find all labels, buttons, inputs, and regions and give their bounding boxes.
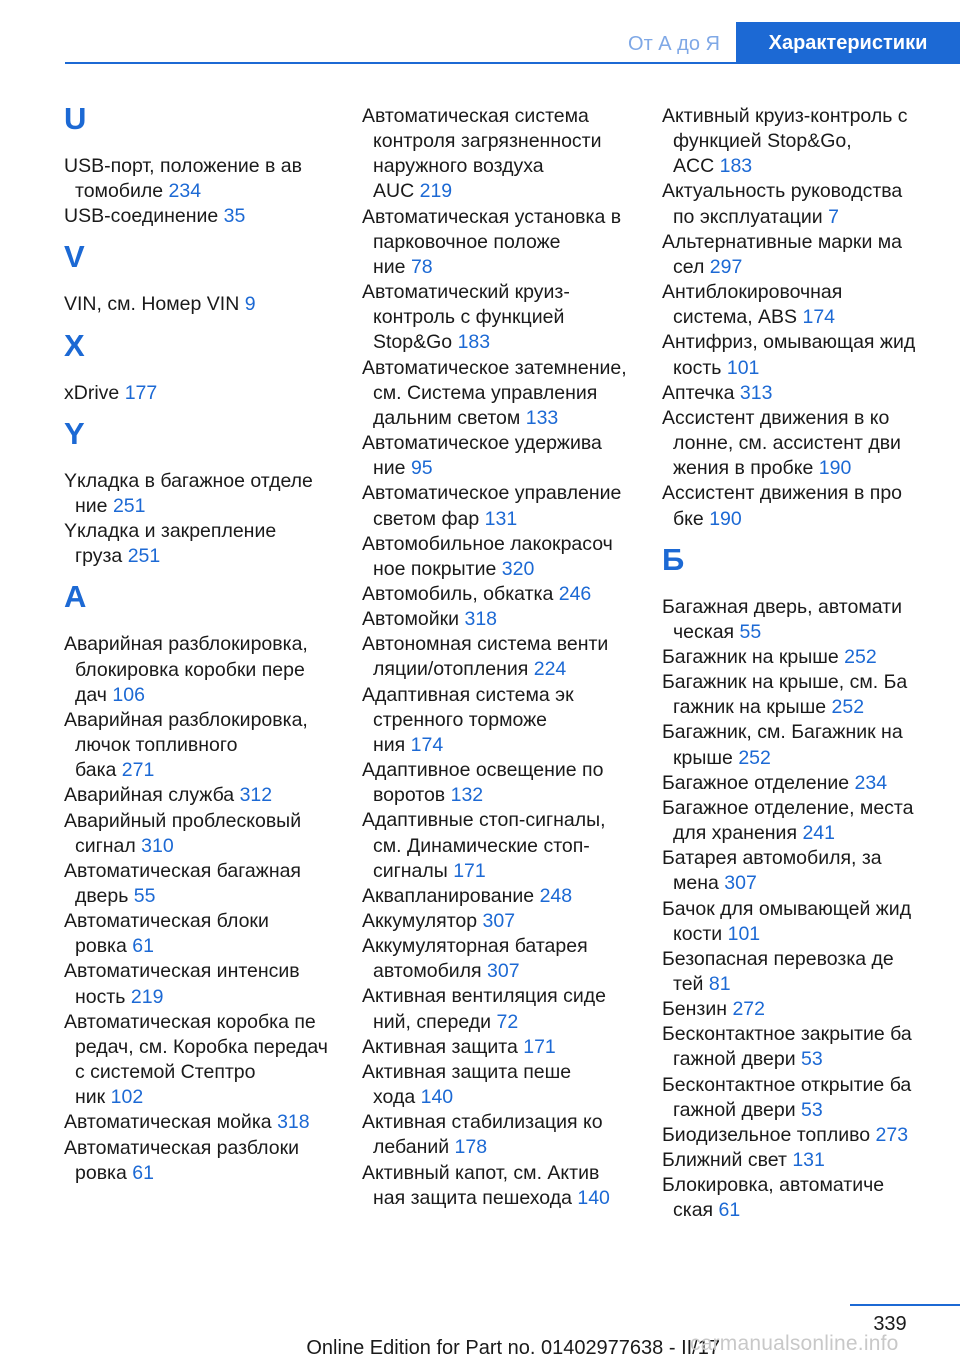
index-entry-text: Багажное отделение, места для хранения (662, 796, 914, 845)
index-entry-text: Аварийная разблокировка, блокировка коробки пере дач (64, 633, 308, 706)
index-entry (64, 632, 336, 707)
index-entry-text: Багажник на крыше, см. Ба гажник на крыше (662, 671, 908, 719)
page-reference-link[interactable]: 241 (802, 822, 835, 845)
page-reference-link[interactable]: 9 (244, 293, 256, 316)
page-reference-link[interactable]: 251 (112, 494, 146, 517)
index-entry (362, 758, 634, 808)
index-entry-text: USB-соединение (64, 205, 219, 228)
index-entry (662, 179, 934, 229)
page-reference-link[interactable]: 234 (854, 771, 888, 794)
index-entry-text: Бензин (662, 998, 728, 1021)
index-entry-text: Автоматическое удержива ние (362, 432, 602, 480)
page-reference-link[interactable]: 95 (410, 457, 433, 480)
index-entry (64, 1110, 336, 1135)
page-reference-link[interactable]: 174 (410, 733, 444, 756)
index-entry-text: Аварийный проблесковый сигнал (64, 809, 302, 857)
index-entry-text: Ближний свет (662, 1149, 787, 1172)
page-reference-link[interactable]: 252 (831, 696, 865, 719)
index-entry-text: Ассистент движения в ко лонне, см. ассистент дви жения в пробке (662, 406, 901, 480)
page-reference-link[interactable]: 174 (802, 306, 836, 329)
section-letter: U (64, 101, 87, 136)
page-number: 339 (873, 1313, 907, 1335)
page-reference-link[interactable]: 313 (739, 381, 773, 404)
index-entry-text: Багажная дверь, автомати ческая (662, 595, 902, 643)
index-entry (362, 532, 634, 582)
index-entry-text: Адаптивное освещение по воротов (362, 759, 604, 807)
index-entry-text: Автоматическое управление светом фар (362, 482, 622, 530)
index-entry (662, 1173, 934, 1223)
page-reference-link[interactable]: 310 (141, 834, 174, 857)
page-reference-link[interactable]: 307 (482, 910, 516, 932)
page-reference-link[interactable]: 55 (133, 884, 156, 907)
page-reference-link[interactable]: 183 (457, 331, 491, 354)
index-entry-text: Альтернативные марки ма сел (662, 230, 903, 278)
index-entry-text: Активная защита (362, 1035, 518, 1058)
index-entry-text: Аварийная разблокировка, лючок топливного бака (64, 708, 308, 782)
page-reference-link[interactable]: 53 (801, 1048, 823, 1071)
index-entry-text: Автоматическая багажная дверь (64, 859, 301, 907)
index-entry-text: Аварийная служба (64, 784, 235, 807)
index-entry (64, 1136, 336, 1186)
index-entry-text: Багажник, см. Багажник на крыше (662, 721, 903, 769)
index-entry-text: Автоматический круиз- контроль с функцией Stop&Go (362, 281, 570, 354)
index-entry (662, 997, 934, 1022)
footer-rule (850, 1304, 960, 1306)
index-entry (662, 796, 934, 846)
page-reference-link[interactable]: 318 (277, 1111, 310, 1134)
index-entry-text: Бесконтактное закрытие ба гажной двери (662, 1023, 912, 1071)
index-entry-text: Yкладка и закрепление груза (64, 520, 277, 568)
index-entry (362, 984, 634, 1034)
page-reference-link[interactable]: 178 (454, 1136, 488, 1159)
page-reference-link[interactable]: 183 (719, 155, 753, 178)
index-entry (662, 381, 934, 406)
index-entry (662, 104, 934, 179)
index-entry-text: Автоматическая интенсив ность (64, 960, 300, 1008)
page-reference-link[interactable]: 7 (828, 205, 839, 228)
index-entry-text: Бачок для омывающей жид кости (662, 897, 912, 945)
page-reference-link[interactable]: 307 (487, 960, 520, 983)
index-entry (662, 897, 934, 947)
index-entry-text: Ассистент движения в про бке (662, 482, 903, 530)
index-entry (362, 104, 634, 205)
index-entry (64, 204, 336, 229)
page-reference-link[interactable]: 171 (523, 1035, 556, 1058)
index-entry-text: Бесконтактное открытие ба гажной двери (662, 1073, 912, 1121)
index-entry (662, 1073, 934, 1123)
index-entry-text: Аккумуляторная батарея автомобиля (362, 935, 588, 983)
index-entry-text: Активная защита пеше хода (362, 1060, 572, 1109)
index-entry-text: VIN, см. Номер VIN (64, 293, 240, 316)
index-entry-text: Автомобиль, обкатка (362, 582, 554, 605)
index-entry (362, 1060, 634, 1110)
index-entry-text: Безопасная перевозка де тей (662, 947, 894, 995)
index-entry-text: Автоматическая блоки ровка (64, 910, 269, 958)
page-reference-link[interactable]: 190 (709, 507, 742, 530)
index-entry-text: Автоматическая система контроля загрязненности наружного воздуха AUC (362, 105, 602, 203)
index-entry-text: Автоматическая установка в парковочное положе ние (362, 205, 622, 278)
index-entry (64, 381, 336, 406)
index-entry-text: USB-порт, положение в ав томобиле (64, 155, 303, 203)
index-entry (362, 481, 634, 531)
index-entry-text: Активная стабилизация ко лебаний (362, 1111, 603, 1159)
page-reference-link[interactable]: 234 (168, 180, 202, 203)
index-entry (64, 292, 336, 317)
index-entry (662, 645, 934, 670)
page-reference-link[interactable]: 35 (223, 205, 246, 228)
page-reference-link[interactable]: 81 (708, 973, 731, 995)
page-reference-link[interactable]: 273 (875, 1123, 909, 1146)
index-entry-text: Адаптивные стоп-сигналы, см. Динамические стоп- сигналы (362, 809, 606, 882)
index-entry (362, 280, 634, 355)
index-entry (662, 595, 934, 645)
index-entry (662, 230, 934, 280)
page-reference-link[interactable]: 140 (420, 1086, 454, 1109)
page-reference-link[interactable]: 190 (818, 457, 852, 480)
page-reference-link[interactable]: 55 (739, 620, 762, 643)
index-entry (64, 154, 336, 204)
page-reference-link[interactable]: 219 (130, 985, 164, 1008)
page-reference-link[interactable]: 61 (718, 1199, 741, 1222)
index-entry-text: Автомобильное лакокрасоч ное покрытие (362, 532, 613, 580)
index-entry (662, 846, 934, 896)
index-entry (662, 670, 934, 720)
page-reference-link[interactable]: 106 (112, 683, 145, 706)
index-entry-text: Биодизельное топливо (662, 1123, 871, 1146)
page-reference-link[interactable]: 224 (533, 658, 567, 681)
index-entry-text: Антиблокировочная система, ABS (662, 281, 843, 329)
index-entry (64, 783, 336, 808)
index-entry (64, 859, 336, 909)
page-reference-link[interactable]: 132 (450, 784, 484, 807)
index-entry-text: Актуальность руководства по эксплуатации (662, 180, 903, 228)
page-reference-link[interactable]: 312 (239, 784, 273, 807)
page-reference-link[interactable]: 252 (844, 645, 877, 668)
page-reference-link[interactable]: 219 (419, 180, 453, 203)
index-entry-text: Yкладка в багажное отделе ние (64, 469, 313, 517)
page-reference-link[interactable]: 318 (464, 608, 498, 631)
index-entry-text: Автономная система венти ляции/отопления (362, 633, 609, 681)
index-entry (362, 356, 634, 431)
page-reference-link[interactable]: 78 (410, 255, 433, 278)
index-entry (362, 632, 634, 682)
index-entry (64, 809, 336, 859)
index-entry (662, 406, 934, 481)
index-entry (64, 469, 336, 519)
page-reference-link[interactable]: 246 (558, 582, 592, 605)
section-letter: V (64, 239, 85, 275)
index-entry-text: Аптечка (662, 381, 735, 404)
index-entry (662, 947, 934, 997)
index-entry (362, 934, 634, 984)
page-reference-link[interactable]: 252 (738, 746, 771, 769)
index-entry-text: Автоматическое затемнение, см. Система управления дальним светом (362, 356, 627, 429)
page-reference-link[interactable]: 131 (484, 507, 518, 530)
index-entry-text: Антифриз, омывающая жид кость (662, 331, 916, 379)
index-column-3 (662, 104, 934, 1224)
page-reference-link[interactable]: 133 (525, 406, 559, 429)
section-letter: X (64, 327, 85, 363)
index-entry (662, 1123, 934, 1148)
index-entry-text: Багажное отделение (662, 771, 850, 794)
page-reference-link[interactable]: 61 (132, 1161, 154, 1184)
page-reference-link[interactable]: 61 (132, 935, 154, 958)
index-entry (362, 607, 634, 632)
tab-specifications[interactable]: Характеристики (736, 22, 960, 64)
index-entry-text: Аквапланирование (362, 884, 535, 907)
page-reference-link[interactable]: 53 (801, 1098, 823, 1121)
page-reference-link[interactable]: 297 (709, 255, 743, 278)
watermark: carmanualsonline.info (690, 1332, 899, 1355)
index-entry-text: Блокировка, автоматиче ская (662, 1174, 885, 1222)
index-entry-text: Автомойки (362, 608, 460, 631)
page-reference-link[interactable]: 271 (121, 759, 155, 782)
index-entry (362, 1161, 634, 1211)
index-entry-text: Активный круиз-контроль с функцией Stop&Go, ACC (662, 105, 908, 178)
index-entry-text: Багажник на крыше (662, 645, 839, 668)
index-column-1 (64, 101, 336, 1186)
page-reference-link[interactable]: 102 (110, 1086, 144, 1109)
index-entry (362, 808, 634, 883)
page-reference-link[interactable]: 131 (792, 1149, 825, 1172)
section-letter: А (64, 579, 87, 615)
page-reference-link[interactable]: 140 (577, 1186, 610, 1209)
page-reference-link[interactable]: 251 (127, 545, 161, 568)
index-entry (662, 481, 934, 531)
page-reference-link[interactable]: 320 (501, 557, 535, 580)
index-entry (362, 884, 634, 909)
index-entry-text: Автоматическая коробка пе редач, см. Коробка передач с системой Стептро ник (64, 1010, 328, 1109)
index-entry (662, 1022, 934, 1072)
page-reference-link[interactable]: 248 (539, 884, 573, 907)
index-entry (362, 683, 634, 758)
section-letter: Б (662, 541, 685, 577)
index-entry (662, 771, 934, 796)
index-entry (362, 431, 634, 481)
index-entry (362, 1035, 634, 1060)
index-entry-text: xDrive (64, 381, 120, 404)
index-entry-text: Батарея автомобиля, за мена (662, 847, 882, 895)
page-reference-link[interactable]: 171 (453, 859, 486, 882)
index-entry (64, 519, 336, 569)
index-entry-text: Аккумулятор (362, 910, 478, 932)
page-reference-link[interactable]: 307 (724, 872, 757, 895)
tab-a-to-z[interactable]: От А до Я (612, 26, 736, 62)
page-reference-link[interactable]: 177 (124, 381, 158, 404)
index-entry (362, 1110, 634, 1160)
index-entry (64, 909, 336, 959)
page-reference-link[interactable]: 272 (732, 998, 765, 1021)
page-reference-link[interactable]: 101 (727, 922, 761, 945)
index-entry (64, 959, 336, 1009)
index-entry-text: Автоматическая разблоки ровка (64, 1136, 300, 1184)
index-entry (362, 205, 634, 280)
index-entry (662, 280, 934, 330)
index-entry-text: Адаптивная система эк стренного торможе ния (362, 683, 574, 756)
section-letter: Y (64, 415, 85, 451)
index-entry (64, 1010, 336, 1111)
index-entry-text: Активный капот, см. Актив ная защита пешехода (362, 1161, 600, 1209)
index-entry-text: Активная вентиляция сиде ний, спереди (362, 985, 606, 1033)
edition-info: Online Edition for Part no. 01402977638 - II/17 (306, 1337, 720, 1359)
index-entry (662, 330, 934, 380)
index-entry (662, 720, 934, 770)
index-entry (662, 1148, 934, 1173)
index-entry (362, 909, 634, 934)
index-entry (362, 582, 634, 607)
index-entry-text: Автоматическая мойка (64, 1111, 272, 1134)
page-reference-link[interactable]: 72 (496, 1010, 519, 1033)
index-column-2 (362, 104, 634, 1211)
page-reference-link[interactable]: 101 (726, 356, 760, 379)
index-entry (64, 708, 336, 783)
